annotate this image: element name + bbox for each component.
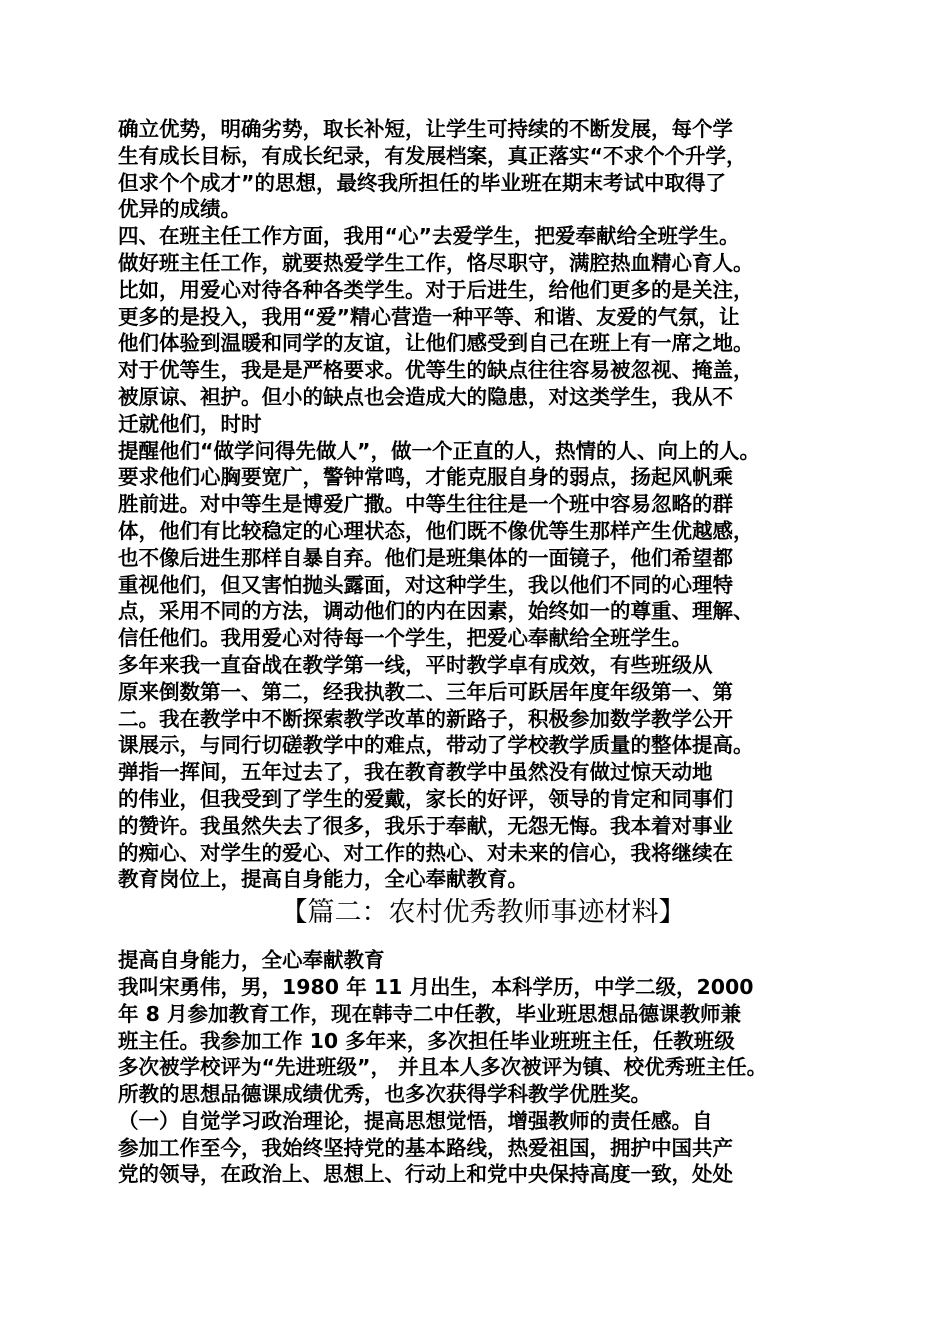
text-line: 胜前进。对中等生是博爱广撒。中等生往往是一个班中容易忽略的群	[118, 492, 733, 517]
text-line: 班主任。我参加工作 10 多年来，多次担任毕业班班主任，任教班级	[118, 1028, 735, 1053]
text-line: 的伟业，但我受到了学生的爱戴，家长的好评，领导的肯定和同事们	[118, 786, 733, 811]
text-block-1	[118, 116, 848, 893]
text-line: 生有成长目标，有成长纪录，有发展档案，真正落实“不求个个升学，	[118, 143, 747, 168]
text-line: 党的领导，在政治上、思想上、行动上和党中央保持高度一致，处处	[118, 1162, 733, 1187]
text-line: 体，他们有比较稳定的心理状态，他们既不像优等生那样产生优越感，	[118, 518, 754, 543]
text-line: 点，采用不同的方法，调动他们的内在因素，始终如一的尊重、理解、	[118, 599, 754, 624]
text-line: 原来倒数第一、第二，经我执教二、三年后可跃居年度年级第一、第	[118, 679, 733, 704]
text-block-2	[118, 947, 848, 1188]
text-line: 被原谅、袒护。但小的缺点也会造成大的隐患，对这类学生，我从不	[118, 384, 733, 409]
text-line: 提高自身能力，全心奉献教育	[118, 948, 385, 973]
text-line: 但求个个成才”的思想，最终我所担任的毕业班在期末考试中取得了	[118, 170, 726, 195]
text-line: 重视他们，但又害怕抛头露面，对这种学生，我以他们不同的心理特	[118, 572, 733, 597]
text-line: 弹指一挥间，五年过去了，我在教育教学中虽然没有做过惊天动地	[118, 760, 713, 785]
text-line: 优异的成绩。	[118, 197, 241, 222]
text-line: 确立优势，明确劣势，取长补短，让学生可持续的不断发展，每个学	[118, 117, 733, 141]
text-line: 我叫宋勇伟，男，1980 年 11 月出生，本科学历，中学二级，2000	[118, 974, 754, 999]
text-line: 迁就他们，时时	[118, 411, 262, 436]
text-line: 参加工作至今，我始终坚持党的基本路线，热爱祖国，拥护中国共产	[118, 1135, 733, 1160]
text-line: 年 8 月参加教育工作，现在韩寺二中任教，毕业班思想品德课教师兼	[118, 1001, 742, 1026]
text-line: 他们体验到温暖和同学的友谊，让他们感受到自己在班上有一席之地。	[118, 331, 754, 356]
section-heading: 【篇二：农村优秀教师事迹材料】	[280, 897, 686, 929]
text-line: 课展示，与同行切磋教学中的难点，带动了学校教学质量的整体提高。	[118, 733, 754, 758]
text-line: （一）自觉学习政治理论，提高思想觉悟，增强教师的责任感。自	[118, 1108, 713, 1133]
text-line: 的赞许。我虽然失去了很多，我乐于奉献，无怨无悔。我本着对事业	[118, 813, 733, 838]
text-line: 二。我在教学中不断探索教学改革的新路子，积极参加数学教学公开	[118, 706, 733, 731]
text-line: 信任他们。我用爱心对待每一个学生，把爱心奉献给全班学生。	[118, 626, 692, 651]
document-page	[118, 116, 848, 1188]
text-line: 比如，用爱心对待各种各类学生。对于后进生，给他们更多的是关注，	[118, 277, 754, 302]
text-line: 也不像后进生那样自暴自弃。他们是班集体的一面镜子，他们希望都	[118, 545, 733, 570]
text-line: 多次被学校评为“先进班级”， 并且本人多次被评为镇、校优秀班主任。	[118, 1055, 768, 1080]
text-line: 对于优等生，我是是严格要求。优等生的缺点往往容易被忽视、掩盖，	[118, 358, 754, 383]
text-line: 做好班主任工作，就要热爱学生工作，恪尽职守，满腔热血精心育人。	[118, 250, 754, 275]
text-line: 多年来我一直奋战在教学第一线，平时教学卓有成效，有些班级从	[118, 652, 713, 677]
text-line: 教育岗位上，提高自身能力，全心奉献教育。	[118, 867, 528, 892]
text-line: 的痴心、对学生的爱心、对工作的热心、对未来的信心，我将继续在	[118, 840, 733, 865]
text-line: 提醒他们“做学问得先做人”，做一个正直的人，热情的人、向上的人。	[118, 438, 760, 463]
text-line: 四、在班主任工作方面，我用“心”去爱学生，把爱奉献给全班学生。	[118, 224, 740, 249]
text-line: 要求他们心胸要宽广，警钟常鸣，才能克服自身的弱点，扬起风帆乘	[118, 465, 733, 490]
text-line: 所教的思想品德课成绩优秀，也多次获得学科教学优胜奖。	[118, 1082, 651, 1107]
text-line: 更多的是投入，我用“爱”精心营造一种平等、和谐、友爱的气氛，让	[118, 304, 740, 329]
